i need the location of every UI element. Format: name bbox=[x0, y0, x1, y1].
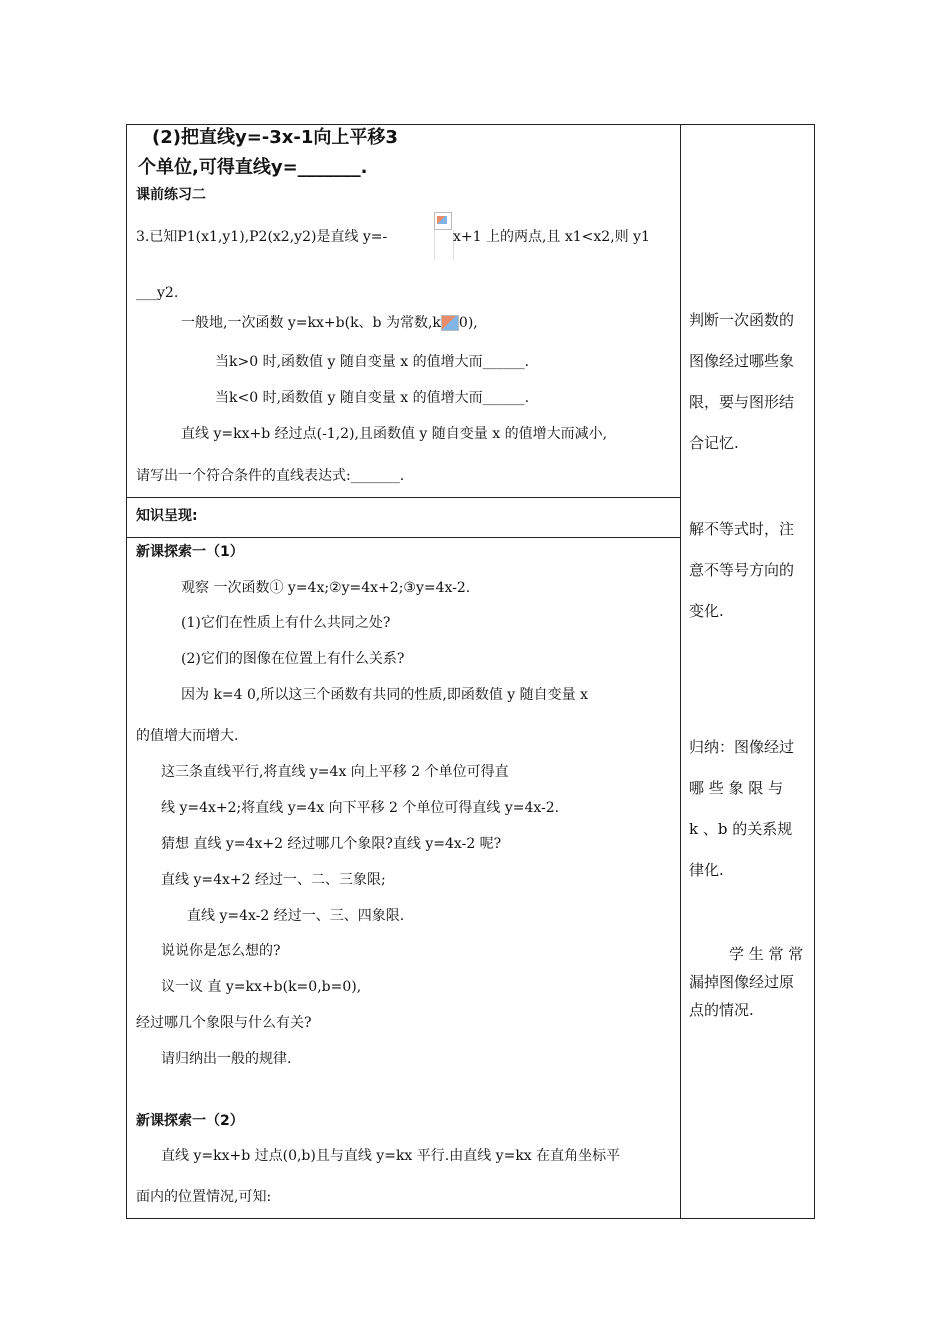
parallel-line2: 线 y=4x+2;将直线 y=4x 向下平移 2 个单位可得直线 y=4x-2. bbox=[161, 800, 560, 816]
question-3-part2: x+1 上的两点,且 x1<x2,则 y1 bbox=[453, 229, 650, 245]
column-divider bbox=[680, 124, 681, 1219]
question-3-part3: ___y2. bbox=[136, 285, 179, 301]
question-1: (1)它们在性质上有什么共同之处? bbox=[181, 615, 391, 631]
fraction-image-icon bbox=[434, 212, 452, 230]
general-intro-text-a: 一般地,一次函数 y=kx+b(k、b 为常数,k bbox=[181, 315, 441, 331]
not-equal-image-icon bbox=[441, 315, 459, 331]
side-note-4 bbox=[689, 940, 809, 1024]
side-note-2-line: 解不等式时，注 bbox=[689, 520, 795, 538]
row-divider bbox=[126, 497, 681, 498]
side-note-4-line: 学 生 常 常 bbox=[729, 945, 804, 963]
question-2-line2: 个单位,可得直线y=_______. bbox=[138, 157, 368, 178]
side-note-2-line: 意不等号方向的 bbox=[689, 561, 795, 579]
general-intro-text-b: 0), bbox=[458, 315, 478, 331]
question-2: (2)它们的图像在位置上有什么关系? bbox=[181, 651, 405, 667]
k-positive-line: 当k>0 时,函数值 y 随自变量 x 的值增大而______. bbox=[215, 354, 530, 370]
side-note-3-line: 归纳：图像经过 bbox=[689, 738, 795, 756]
side-note-1-line: 限，要与图形结 bbox=[689, 393, 795, 411]
side-note-1-line: 图像经过哪些象 bbox=[689, 352, 795, 370]
parallel-line1: 这三条直线平行,将直线 y=4x 向上平移 2 个单位可得直 bbox=[161, 764, 509, 780]
side-note-4-line: 漏掉图像经过原 bbox=[689, 973, 795, 991]
discuss-line: 议一议 直 y=kx+b(k=0,b=0), bbox=[161, 979, 362, 995]
discuss-line2: 经过哪几个象限与什么有关? bbox=[136, 1015, 312, 1031]
explore-2-line2: 面内的位置情况,可知: bbox=[136, 1189, 272, 1205]
point-condition-line1: 直线 y=kx+b 经过点(-1,2),且函数值 y 随自变量 x 的值增大而减小, bbox=[181, 426, 608, 442]
summarize-line: 请归纳出一般的规律. bbox=[161, 1051, 292, 1067]
side-note-3 bbox=[689, 727, 809, 891]
side-note-3-line: 哪 些 象 限 与 bbox=[689, 779, 784, 797]
k-negative-line: 当k<0 时,函数值 y 随自变量 x 的值增大而______. bbox=[215, 390, 530, 406]
side-note-3-line: k 、b 的关系规 bbox=[689, 820, 793, 838]
fraction-image-frame bbox=[434, 230, 454, 260]
question-2-line1: (2)把直线y=-3x-1向上平移3 bbox=[152, 127, 398, 148]
answer-line1: 直线 y=4x+2 经过一、二、三象限; bbox=[161, 872, 386, 888]
side-note-1-line: 合记忆. bbox=[689, 434, 739, 452]
side-note-2 bbox=[689, 509, 809, 632]
explore-2-title: 新课探索一（2） bbox=[136, 1113, 244, 1129]
because-line2: 的值增大而增大. bbox=[136, 728, 239, 744]
knowledge-title: 知识呈现: bbox=[136, 508, 198, 524]
explore-2-line1: 直线 y=kx+b 过点(0,b)且与直线 y=kx 平行.由直线 y=kx 在直角坐标平 bbox=[161, 1148, 621, 1164]
general-intro bbox=[181, 314, 478, 332]
side-note-2-line: 变化. bbox=[689, 602, 724, 620]
side-note-1 bbox=[689, 300, 809, 464]
answer-line2: 直线 y=4x-2 经过一、三、四象限. bbox=[187, 908, 405, 924]
point-condition-line2: 请写出一个符合条件的直线表达式:_______. bbox=[136, 468, 405, 484]
pre-practice-title: 课前练习二 bbox=[136, 187, 206, 203]
guess-line: 猜想 直线 y=4x+2 经过哪几个象限?直线 y=4x-2 呢? bbox=[161, 836, 502, 852]
observe-line: 观察 一次函数① y=4x;②y=4x+2;③y=4x-2. bbox=[181, 580, 471, 596]
because-line1: 因为 k=4 0,所以这三个函数有共同的性质,即函数值 y 随自变量 x bbox=[181, 687, 588, 703]
side-note-4-line: 点的情况. bbox=[689, 1001, 754, 1019]
question-3-part1: 3.已知P1(x1,y1),P2(x2,y2)是直线 y=- bbox=[136, 229, 388, 245]
side-note-3-line: 律化. bbox=[689, 861, 724, 879]
row-divider bbox=[126, 537, 681, 538]
explore-1-title: 新课探索一（1） bbox=[136, 544, 244, 560]
side-note-1-line: 判断一次函数的 bbox=[689, 311, 795, 329]
explain-line: 说说你是怎么想的? bbox=[161, 943, 281, 959]
